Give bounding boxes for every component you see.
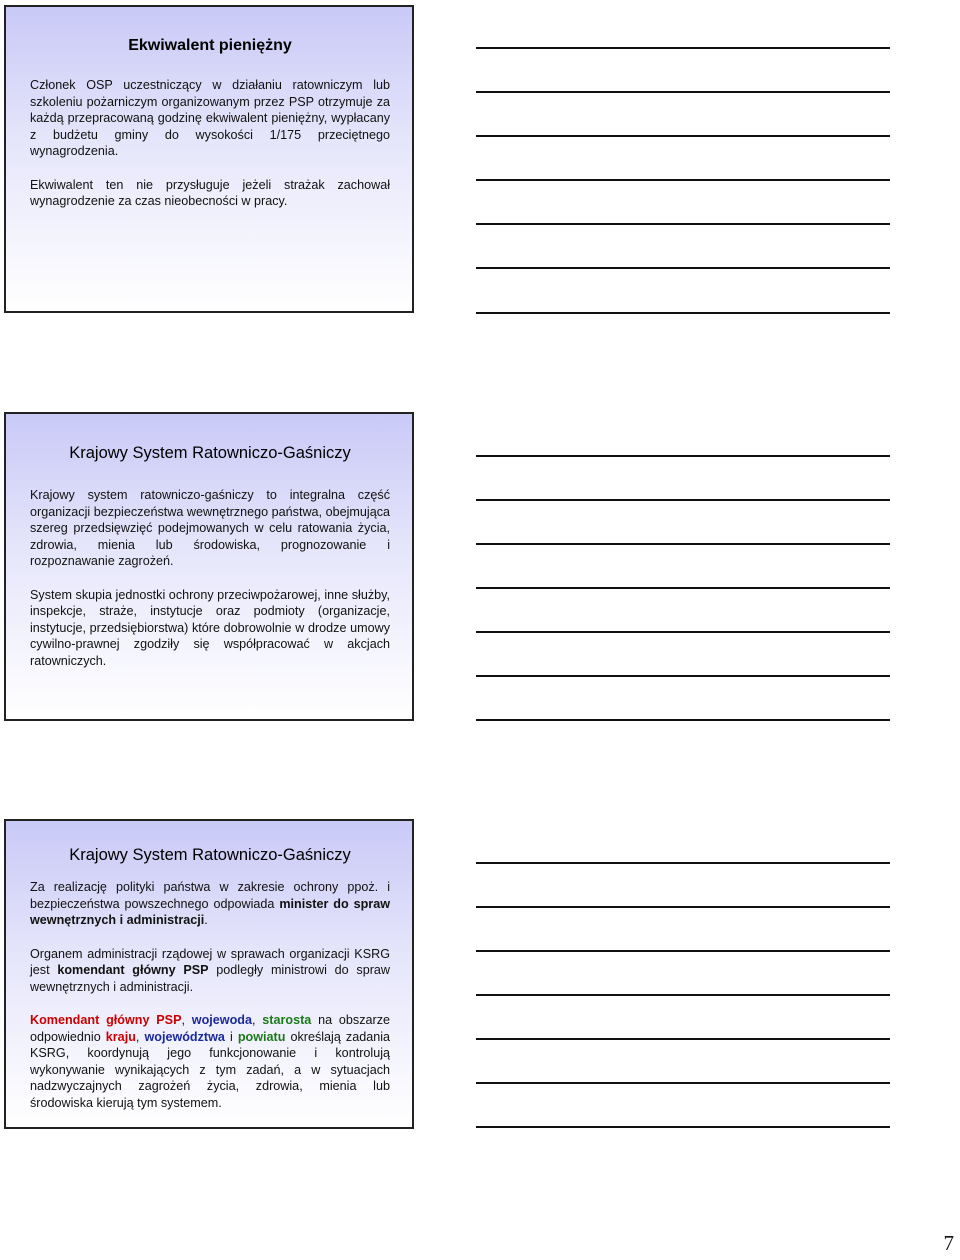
note-line <box>476 267 890 269</box>
text-span: . <box>204 913 208 927</box>
text-span: podległy ministrowi do spraw wewnętrznych i administracji. <box>30 963 390 994</box>
note-line <box>476 47 890 49</box>
red-text: PSP <box>156 1013 182 1027</box>
blue-text: województwa <box>144 1029 225 1044</box>
note-line <box>476 631 890 633</box>
bold-text: komendant główny PSP <box>57 963 209 977</box>
note-line <box>476 719 890 721</box>
note-line <box>476 1082 890 1084</box>
green-text: powiatu <box>237 1029 286 1044</box>
slide-paragraph: Ekwiwalent ten nie przysługuje jeżeli strażak zachował wynagrodzenie za czas nieobecności w pracy. <box>30 177 390 208</box>
slide-ekwiwalent <box>4 5 414 313</box>
slide-paragraph: Krajowy system ratowniczo-gaśniczy to integralna część organizacji bezpieczeństwa wewnętrznego państwa, obejmująca szereg przedsięwzięć podejmowanych w celu ratowania życia, zdrowia, mienia lub środowiska, prognozowanie i rozpoznawanie zagrożeń. <box>30 488 390 568</box>
slide-paragraph: System skupia jednostki ochrony przeciwpożarowej, inne służby, inspekcje, straże, instytucje oraz podmioty (organizacje, instytucje, przedsiębiorstwa) które dobrowolnie w drodze umowy cywilno-prawnej zgodziły się współpracować w akcjach ratowniczych. <box>30 587 390 668</box>
note-line <box>476 91 890 93</box>
note-line <box>476 179 890 181</box>
text-span: Organem administracji rządowej w sprawach organizacji KSRG jest <box>30 946 390 977</box>
text-span: , <box>181 1013 192 1027</box>
bold-text: minister do spraw wewnętrznych i administracji <box>30 896 391 927</box>
text-span: , <box>135 1029 145 1044</box>
note-line <box>476 499 890 501</box>
slide-paragraph <box>30 1012 390 1111</box>
red-text: kraju <box>105 1029 136 1044</box>
red-text: Komendant główny <box>30 1013 150 1027</box>
slide-title: Krajowy System Ratowniczo-Gaśniczy <box>69 846 351 864</box>
slide-paragraph <box>30 879 390 929</box>
note-line <box>476 675 890 677</box>
slide-paragraph <box>30 946 390 996</box>
note-line <box>476 950 890 952</box>
note-line <box>476 1038 890 1040</box>
blue-text: wojewoda <box>191 1013 252 1027</box>
note-line <box>476 135 890 137</box>
slide-ksrg-definition <box>4 412 414 721</box>
page-number: 7 <box>943 1231 954 1255</box>
note-line <box>476 223 890 225</box>
note-line <box>476 994 890 996</box>
slide-ksrg-organization <box>4 819 414 1129</box>
note-line <box>476 312 890 314</box>
text-span: i <box>224 1029 238 1044</box>
note-line <box>476 455 890 457</box>
slide-paragraph: Członek OSP uczestniczący w działaniu ratowniczym lub szkoleniu pożarniczym organizowanym przez PSP otrzymuje za każdą przepracowaną godzinę ekwiwalent pieniężny, wypłacany z budżetu gminy do wysokości 1/175 przeciętnego wynagrodzenia. <box>30 78 390 158</box>
slide-title: Ekwiwalent pieniężny <box>128 37 292 54</box>
text-span: na obszarze odpowiednio <box>30 1013 391 1044</box>
note-line <box>476 906 890 908</box>
slide-title: Krajowy System Ratowniczo-Gaśniczy <box>69 444 351 462</box>
note-line <box>476 1126 890 1128</box>
note-line <box>476 862 890 864</box>
text-span: określają zadania KSRG, koordynują jego funkcjonowanie i kontrolują wykonywanie wynikających z tym zadań, a w sytuacjach nadzwyczajnych zagrożeń życia, zdrowia, mienia lub środowiska kierują tym systemem. <box>30 1029 391 1110</box>
green-text: starosta <box>262 1013 312 1027</box>
text-span: Za realizację polityki państwa w zakresie ochrony ppoż. i bezpieczeństwa powszechnego odpowiada <box>30 880 390 911</box>
text-span: , <box>251 1013 263 1027</box>
note-line <box>476 543 890 545</box>
note-line <box>476 587 890 589</box>
